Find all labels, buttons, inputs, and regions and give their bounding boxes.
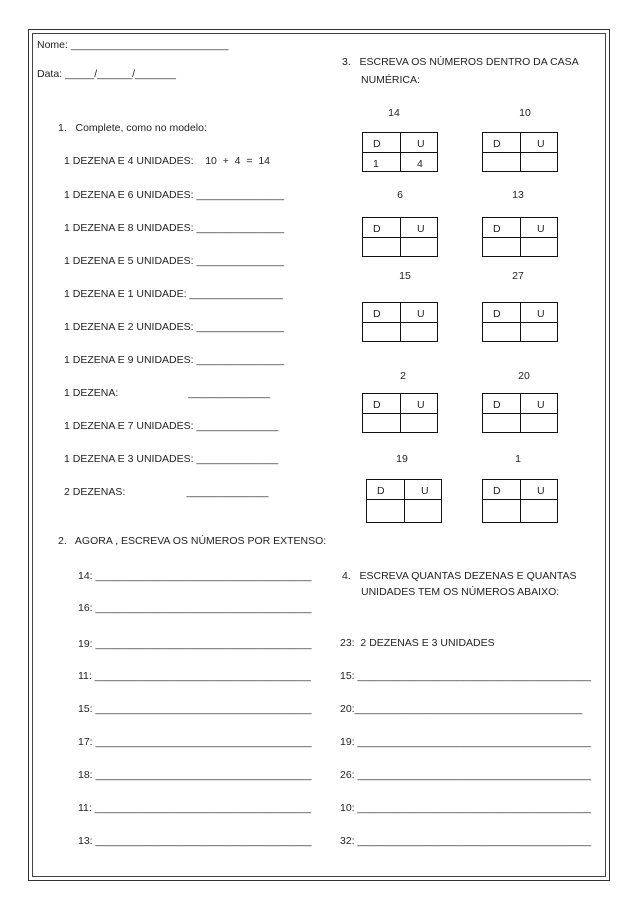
exercise1-row[interactable]: 1 DEZENA E 2 UNIDADES: _______________ [64, 321, 285, 333]
exercise1-row[interactable]: 2 DEZENAS: ______________ [64, 486, 269, 498]
units-header: U [537, 138, 545, 150]
box-number: 2 [400, 370, 406, 382]
extenso-row[interactable]: 19: _____________________________________ [78, 638, 312, 650]
box-number: 20 [518, 370, 530, 382]
units-header: U [417, 308, 425, 320]
exercise1-row[interactable]: 1 DEZENA E 3 UNIDADES: ______________ [64, 453, 279, 465]
decompose-row: 23: 2 DEZENAS E 3 UNIDADES [340, 637, 495, 649]
section3-title-cont: NUMÉRICA: [361, 74, 420, 86]
exercise1-row[interactable]: 1 DEZENA E 5 UNIDADES: _______________ [64, 255, 285, 267]
place-value-box[interactable] [482, 479, 558, 523]
extenso-row[interactable]: 11: _____________________________________ [78, 802, 311, 814]
tens-header: D [377, 485, 385, 497]
box-number: 27 [512, 270, 524, 282]
extenso-row[interactable]: 18: _____________________________________ [78, 769, 312, 781]
place-value-box[interactable] [362, 217, 438, 257]
decompose-row[interactable]: 20:_______________________________________ [340, 703, 583, 715]
tens-header: D [373, 223, 381, 235]
place-value-box[interactable] [482, 132, 558, 172]
tens-header: D [493, 399, 501, 411]
decompose-row[interactable]: 15: ________________________________________ [340, 670, 592, 682]
tens-header: D [493, 308, 501, 320]
tens-header: D [493, 485, 501, 497]
units-header: U [537, 485, 545, 497]
exercise1-row[interactable]: 1 DEZENA E 8 UNIDADES: _______________ [64, 222, 285, 234]
units-header: U [417, 223, 425, 235]
exercise1-row[interactable]: 1 DEZENA E 9 UNIDADES: _______________ [64, 354, 285, 366]
section4-title-cont: UNIDADES TEM OS NÚMEROS ABAIXO: [361, 586, 560, 598]
exercise1-row[interactable]: 1 DEZENA E 7 UNIDADES: ______________ [64, 420, 279, 432]
extenso-row[interactable]: 15: _____________________________________ [78, 703, 312, 715]
exercise1-row: 1 DEZENA E 4 UNIDADES: 10 + 4 = 14 [64, 155, 271, 167]
section3-title: 3. ESCREVA OS NÚMEROS DENTRO DA CASA [342, 56, 579, 68]
box-number: 13 [512, 189, 524, 201]
extenso-row[interactable]: 16: _____________________________________ [78, 602, 312, 614]
decompose-row[interactable]: 26: ________________________________________ [340, 769, 592, 781]
tens-header: D [493, 223, 501, 235]
tens-value: 1 [373, 158, 379, 170]
date-field[interactable]: Data: _____/______/_______ [37, 68, 176, 80]
decompose-row[interactable]: 10: ________________________________________ [340, 802, 592, 814]
tens-header: D [373, 138, 381, 150]
units-header: U [421, 485, 429, 497]
name-field[interactable]: Nome: ___________________________ [37, 39, 229, 51]
tens-header: D [373, 399, 381, 411]
box-number: 14 [388, 107, 400, 119]
extenso-row[interactable]: 14: _____________________________________ [78, 570, 312, 582]
extenso-row[interactable]: 17: _____________________________________ [78, 736, 312, 748]
box-number: 10 [519, 107, 531, 119]
units-header: U [537, 223, 545, 235]
section1-title: 1. Complete, como no modelo: [58, 122, 207, 134]
units-header: U [417, 399, 425, 411]
exercise1-row[interactable]: 1 DEZENA E 6 UNIDADES: _______________ [64, 189, 285, 201]
place-value-box[interactable] [482, 393, 558, 433]
units-header: U [537, 399, 545, 411]
place-value-box[interactable] [482, 217, 558, 257]
decompose-row[interactable]: 32: ________________________________________ [340, 835, 592, 847]
section4-title: 4. ESCREVA QUANTAS DEZENAS E QUANTAS [342, 570, 577, 582]
units-value: 4 [417, 158, 423, 170]
place-value-box[interactable] [366, 479, 442, 523]
decompose-row[interactable]: 19: ________________________________________ [340, 736, 592, 748]
extenso-row[interactable]: 13: _____________________________________ [78, 835, 312, 847]
place-value-box[interactable] [482, 302, 558, 342]
units-header: U [537, 308, 545, 320]
tens-header: D [373, 308, 381, 320]
box-number: 6 [397, 189, 403, 201]
box-number: 15 [399, 270, 411, 282]
place-value-box[interactable] [362, 132, 438, 172]
section2-title: 2. AGORA , ESCREVA OS NÚMEROS POR EXTENSO: [58, 535, 327, 547]
exercise1-row[interactable]: 1 DEZENA E 1 UNIDADE: ________________ [64, 288, 283, 300]
tens-header: D [493, 138, 501, 150]
units-header: U [417, 138, 425, 150]
place-value-box[interactable] [362, 393, 438, 433]
exercise1-row[interactable]: 1 DEZENA: ______________ [64, 387, 271, 399]
extenso-row[interactable]: 11: _____________________________________ [78, 670, 311, 682]
place-value-box[interactable] [362, 302, 438, 342]
box-number: 19 [396, 453, 408, 465]
box-number: 1 [515, 453, 521, 465]
